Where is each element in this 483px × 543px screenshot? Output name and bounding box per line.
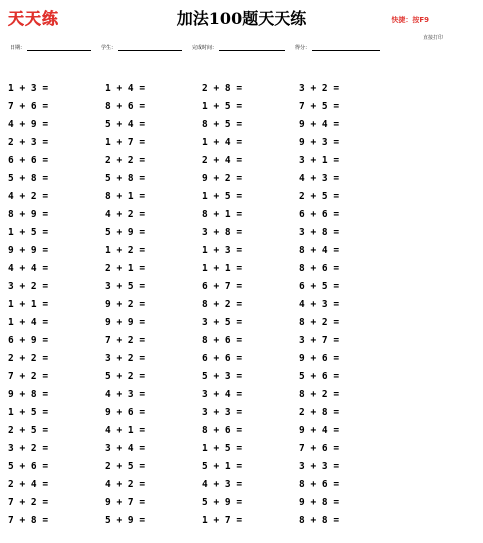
- problem-item: 4 + 3 =: [202, 479, 243, 490]
- problem-item: 8 + 1 =: [202, 209, 243, 220]
- problem-item: 4 + 1 =: [105, 425, 146, 436]
- page-title: 加法100题天天练: [176, 9, 307, 28]
- problem-item: 5 + 8 =: [8, 173, 49, 184]
- problem-item: 7 + 6 =: [8, 101, 49, 112]
- problem-item: 1 + 2 =: [105, 245, 146, 256]
- problem-item: 2 + 4 =: [8, 479, 49, 490]
- problem-item: 8 + 9 =: [8, 209, 49, 220]
- score-label: 得分：: [295, 45, 311, 51]
- problem-column: [105, 82, 202, 532]
- problem-item: 5 + 2 =: [105, 371, 146, 382]
- problem-item: 3 + 2 =: [105, 353, 146, 364]
- problem-item: 3 + 3 =: [202, 407, 243, 418]
- problem-item: 3 + 2 =: [8, 281, 49, 292]
- problem-item: 3 + 4 =: [105, 443, 146, 454]
- problem-item: 5 + 4 =: [105, 119, 146, 130]
- problem-item: 6 + 6 =: [299, 209, 340, 220]
- problem-item: 4 + 2 =: [8, 191, 49, 202]
- shortcut-hint: 快捷：按F9: [391, 16, 429, 24]
- date-line[interactable]: [27, 44, 91, 51]
- problem-item: 8 + 6 =: [299, 263, 340, 274]
- problem-item: 3 + 2 =: [8, 443, 49, 454]
- problem-item: 9 + 2 =: [105, 299, 146, 310]
- problem-item: 8 + 2 =: [299, 389, 340, 400]
- student-label: 学生：: [101, 45, 117, 51]
- problem-item: 4 + 3 =: [299, 173, 340, 184]
- problem-item: 3 + 8 =: [299, 227, 340, 238]
- problem-item: 2 + 5 =: [8, 425, 49, 436]
- problem-item: 2 + 2 =: [105, 155, 146, 166]
- problem-item: 4 + 2 =: [105, 209, 146, 220]
- problem-item: 8 + 6 =: [202, 335, 243, 346]
- problem-item: 5 + 9 =: [202, 497, 243, 508]
- problem-item: 2 + 5 =: [105, 461, 146, 472]
- problem-item: 8 + 5 =: [202, 119, 243, 130]
- problem-item: 7 + 6 =: [299, 443, 340, 454]
- problem-item: 5 + 1 =: [202, 461, 243, 472]
- problem-item: 3 + 2 =: [299, 83, 340, 94]
- score-line[interactable]: [312, 44, 380, 51]
- student-line[interactable]: [118, 44, 182, 51]
- problem-item: 9 + 4 =: [299, 425, 340, 436]
- problem-item: 8 + 6 =: [299, 479, 340, 490]
- problem-item: 6 + 9 =: [8, 335, 49, 346]
- problem-item: 3 + 8 =: [202, 227, 243, 238]
- problem-item: 9 + 8 =: [8, 389, 49, 400]
- problem-column: [8, 82, 105, 532]
- problem-item: 4 + 4 =: [8, 263, 49, 274]
- problem-item: 7 + 2 =: [8, 371, 49, 382]
- time-label: 完成时间：: [192, 45, 218, 51]
- score-field[interactable]: [295, 44, 390, 51]
- problem-item: 1 + 5 =: [8, 407, 49, 418]
- problem-item: 4 + 2 =: [105, 479, 146, 490]
- problem-item: 2 + 1 =: [105, 263, 146, 274]
- problem-item: 3 + 7 =: [299, 335, 340, 346]
- problem-item: 5 + 8 =: [105, 173, 146, 184]
- problem-item: 1 + 5 =: [202, 101, 243, 112]
- date-label: 日期：: [10, 45, 26, 51]
- problem-item: 8 + 2 =: [299, 317, 340, 328]
- problem-item: 6 + 7 =: [202, 281, 243, 292]
- problem-item: 7 + 2 =: [8, 497, 49, 508]
- problem-item: 4 + 3 =: [105, 389, 146, 400]
- problem-item: 3 + 1 =: [299, 155, 340, 166]
- problem-item: 2 + 4 =: [202, 155, 243, 166]
- problem-item: 7 + 2 =: [105, 335, 146, 346]
- problem-item: 8 + 6 =: [105, 101, 146, 112]
- problem-item: 1 + 5 =: [8, 227, 49, 238]
- print-button[interactable]: 直接打印: [422, 35, 443, 41]
- problem-item: 9 + 9 =: [105, 317, 146, 328]
- problem-item: 5 + 9 =: [105, 227, 146, 238]
- problem-item: 6 + 6 =: [202, 353, 243, 364]
- problem-item: 4 + 9 =: [8, 119, 49, 130]
- problem-item: 1 + 3 =: [8, 83, 49, 94]
- problem-item: 5 + 3 =: [202, 371, 243, 382]
- problem-item: 6 + 6 =: [8, 155, 49, 166]
- problem-column: [299, 82, 396, 532]
- problem-item: 8 + 6 =: [202, 425, 243, 436]
- problem-item: 4 + 3 =: [299, 299, 340, 310]
- problem-item: 7 + 5 =: [299, 101, 340, 112]
- problem-item: 9 + 4 =: [299, 119, 340, 130]
- problem-grid: [8, 82, 396, 532]
- problem-item: 6 + 5 =: [299, 281, 340, 292]
- problem-item: 1 + 1 =: [8, 299, 49, 310]
- problem-item: 9 + 7 =: [105, 497, 146, 508]
- problem-item: 7 + 8 =: [8, 515, 49, 526]
- problem-item: 9 + 8 =: [299, 497, 340, 508]
- problem-item: 2 + 8 =: [299, 407, 340, 418]
- problem-item: 1 + 4 =: [8, 317, 49, 328]
- problem-column: [202, 82, 299, 532]
- info-row: [10, 41, 390, 51]
- problem-item: 8 + 4 =: [299, 245, 340, 256]
- logo: 天天练: [8, 9, 60, 28]
- problem-item: 8 + 8 =: [299, 515, 340, 526]
- problem-item: 2 + 5 =: [299, 191, 340, 202]
- student-field[interactable]: [101, 44, 192, 51]
- problem-item: 2 + 8 =: [202, 83, 243, 94]
- problem-item: 2 + 2 =: [8, 353, 49, 364]
- problem-item: 9 + 6 =: [105, 407, 146, 418]
- problem-item: 5 + 6 =: [299, 371, 340, 382]
- problem-item: 1 + 4 =: [202, 137, 243, 148]
- problem-item: 8 + 1 =: [105, 191, 146, 202]
- problem-item: 8 + 2 =: [202, 299, 243, 310]
- problem-item: 2 + 3 =: [8, 137, 49, 148]
- problem-item: 9 + 3 =: [299, 137, 340, 148]
- problem-item: 1 + 5 =: [202, 191, 243, 202]
- problem-item: 3 + 4 =: [202, 389, 243, 400]
- problem-item: 5 + 9 =: [105, 515, 146, 526]
- problem-item: 1 + 7 =: [105, 137, 146, 148]
- problem-item: 9 + 9 =: [8, 245, 49, 256]
- problem-item: 9 + 6 =: [299, 353, 340, 364]
- problem-item: 1 + 1 =: [202, 263, 243, 274]
- problem-item: 5 + 6 =: [8, 461, 49, 472]
- problem-item: 1 + 3 =: [202, 245, 243, 256]
- date-field[interactable]: [10, 44, 101, 51]
- problem-item: 3 + 5 =: [202, 317, 243, 328]
- problem-item: 1 + 7 =: [202, 515, 243, 526]
- problem-item: 3 + 5 =: [105, 281, 146, 292]
- time-line[interactable]: [219, 44, 285, 51]
- problem-item: 1 + 5 =: [202, 443, 243, 454]
- problem-item: 9 + 2 =: [202, 173, 243, 184]
- time-field[interactable]: [192, 44, 295, 51]
- problem-item: 3 + 3 =: [299, 461, 340, 472]
- problem-item: 1 + 4 =: [105, 83, 146, 94]
